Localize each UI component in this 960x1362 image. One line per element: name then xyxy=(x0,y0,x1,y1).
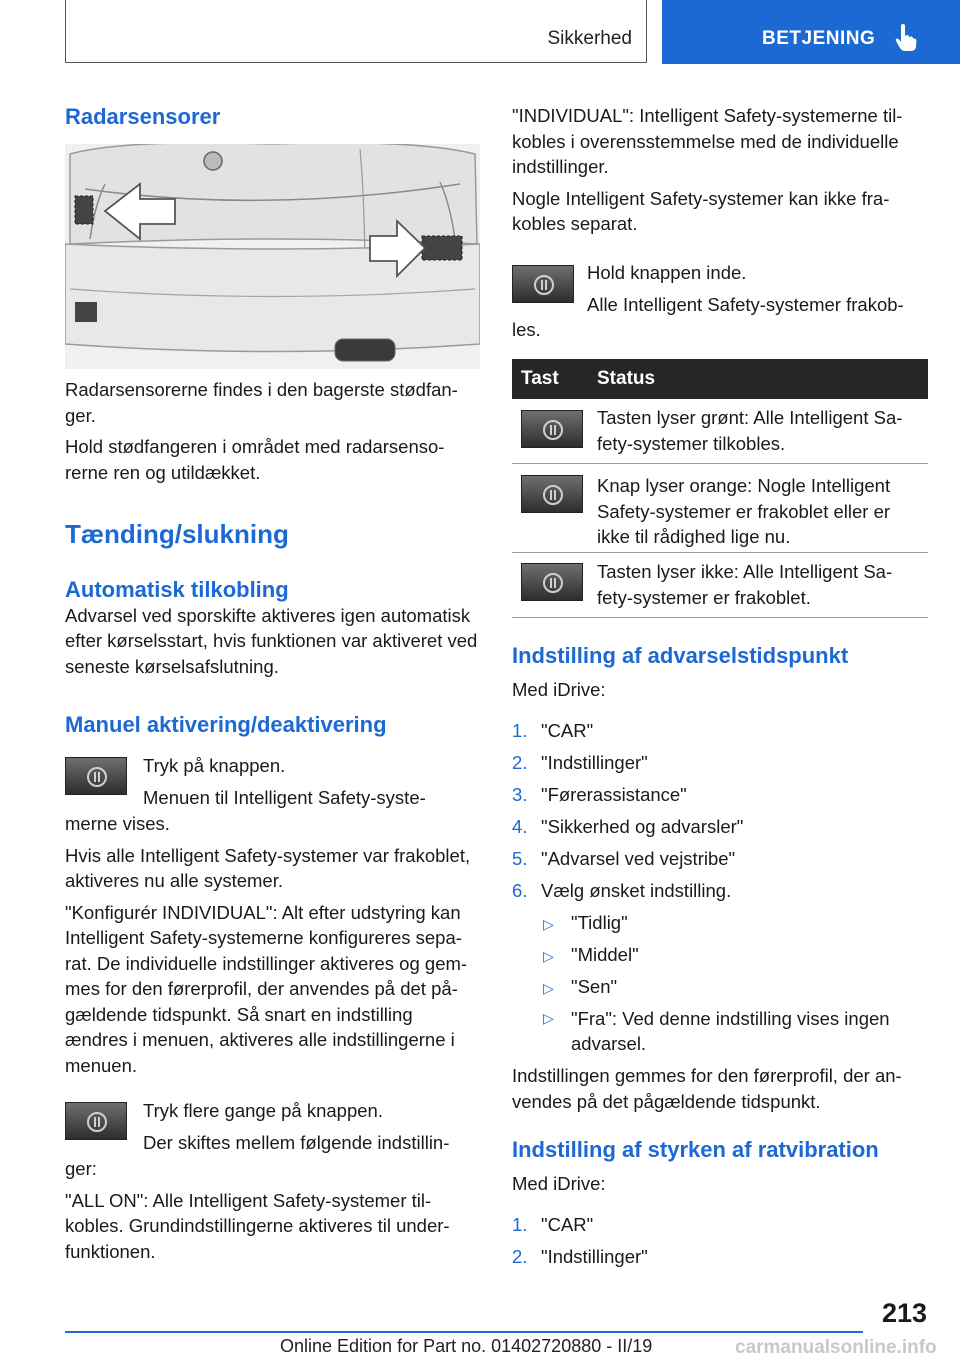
safety-button-icon xyxy=(543,420,563,440)
table-row-text: Tasten lyser grønt: Alle Intelligent Sa-fety-systemer tilkobles. xyxy=(597,407,903,454)
manual-text-2: "Konfigurér INDIVIDUAL": Alt efter udstyring kan Intelligent Safety-systemerne konfigureres sepa-rat. De individuelle indstillinger aktiveres og gem-mes for den førerprofil, der anvendes på det på-gældende tidspunkt. Så snart en indstilling ændres i menuen, aktiveres alle indstillingerne i menuen. xyxy=(65,901,468,1076)
warn-note: Indstillingen gemmes for den førerprofil, der an-vendes på det pågældende tidspunkt. xyxy=(512,1065,902,1112)
hold-button-text xyxy=(587,260,928,317)
watermark: carmanualsonline.info xyxy=(735,1337,937,1358)
list-item: 1. "CAR" xyxy=(512,720,594,741)
table-col-status: Status xyxy=(597,368,656,389)
header-tab-label: BETJENING xyxy=(762,28,876,49)
multi-btn-line-1: Tryk flere gange på knappen. xyxy=(143,1100,383,1121)
table-col-key: Tast xyxy=(521,368,559,389)
hold-line-3: les. xyxy=(512,319,541,340)
auto-heading: Automatisk tilkobling xyxy=(65,577,289,602)
triangle-bullet-icon: ▷ xyxy=(543,948,554,964)
hold-line-1: Hold knappen inde. xyxy=(587,262,747,283)
hold-line-2: Alle Intelligent Safety-systemer frakob- xyxy=(587,293,904,315)
hold-tail xyxy=(512,317,928,349)
safety-button-icon xyxy=(543,485,563,505)
triangle-bullet-icon: ▷ xyxy=(543,980,554,996)
footer-edition: Online Edition for Part no. 01402720880 - II/19 xyxy=(280,1336,653,1356)
status-table-header xyxy=(512,359,928,399)
list-item: 2. "Indstillinger" xyxy=(512,1246,648,1267)
warn-block xyxy=(512,643,928,708)
manual-btn-line-2: Menuen til Intelligent Safety-syste- xyxy=(143,786,426,808)
triangle-bullet-icon: ▷ xyxy=(543,916,554,932)
multi-btn-line-2: Der skiftes mellem følgende indstillin- xyxy=(143,1131,450,1153)
manual-btn-line-3: merne vises. xyxy=(65,813,170,834)
list-item: 4. "Sikkerhed og advarsler" xyxy=(512,816,744,837)
safety-button-image-3 xyxy=(512,265,574,303)
safety-button-icon xyxy=(87,1112,107,1132)
right-intro xyxy=(512,103,928,243)
main-heading-block xyxy=(65,519,480,549)
auto-block xyxy=(65,577,480,685)
table-row xyxy=(512,399,928,464)
vib-block xyxy=(512,1137,928,1202)
manual-text-1: Hvis alle Intelligent Safety-systemer var frakoblet, aktiveres nu alle systemer. xyxy=(65,844,471,891)
main-heading: Tænding/slukning xyxy=(65,519,289,549)
safety-button-image xyxy=(65,757,127,795)
radar-text-2: Hold stødfangeren i området med radarsenso-rerne ren og utildækket. xyxy=(65,436,445,483)
manual-heading-block xyxy=(65,712,480,738)
warn-heading: Indstilling af advarselstidspunkt xyxy=(512,643,849,668)
table-row xyxy=(512,553,928,618)
all-on-block xyxy=(65,1156,480,1270)
manual-heading: Manuel aktivering/deaktivering xyxy=(65,712,387,737)
vib-intro: Med iDrive: xyxy=(512,1172,606,1194)
manual-btn-line-1: Tryk på knappen. xyxy=(143,755,286,776)
separate-text: Nogle Intelligent Safety-systemer kan ikke fra-kobles separat. xyxy=(512,187,890,234)
list-item: 6. Vælg ønsket indstilling. xyxy=(512,880,732,901)
all-on-text: "ALL ON": Alle Intelligent Safety-systemer til-kobles. Grundindstillingerne aktiveres til under-funktionen. xyxy=(65,1189,450,1262)
manual-button-text xyxy=(143,753,483,810)
table-row-text: Knap lyser orange: Nogle Intelligent Safety-systemer er frakoblet eller er ikke til rådighed lige nu. xyxy=(597,475,891,547)
vib-heading: Indstilling af styrken af ratvibration xyxy=(512,1137,879,1162)
radar-text-1: Radarsensorerne findes i den bagerste stødfan-ger. xyxy=(65,379,458,426)
header-section: Sikkerhed xyxy=(547,28,632,49)
list-item: 3. "Førerassistance" xyxy=(512,784,687,805)
header-tab xyxy=(662,0,960,64)
option-item: ▷ "Tidlig" xyxy=(543,910,628,937)
option-item: ▷ "Fra": Ved denne indstilling vises ingen advarsel. xyxy=(543,1008,890,1054)
pointing-hand-icon xyxy=(895,24,917,52)
option-item: ▷ "Middel" xyxy=(543,942,639,969)
left-column xyxy=(65,377,480,491)
list-item: 5. "Advarsel ved vejstribe" xyxy=(512,848,736,869)
header-box xyxy=(65,0,647,63)
list-item: 2. "Indstillinger" xyxy=(512,752,648,773)
page-number: 213 xyxy=(881,1298,927,1328)
radar-heading-block xyxy=(65,104,480,130)
list-item: 1. "CAR" xyxy=(512,1214,594,1235)
triangle-bullet-icon: ▷ xyxy=(543,1010,554,1026)
manual-body xyxy=(65,811,480,1084)
safety-button-icon xyxy=(87,767,107,787)
warn-intro: Med iDrive: xyxy=(512,678,606,700)
safety-button-icon xyxy=(534,275,554,295)
warn-note-block xyxy=(512,1063,928,1120)
safety-button-image-2 xyxy=(65,1102,127,1140)
safety-button-icon xyxy=(543,573,563,593)
individual-text: "INDIVIDUAL": Intelligent Safety-systemerne til-kobles i overensstemmelse med de individuelle indstillinger. xyxy=(512,105,903,177)
table-row xyxy=(512,464,928,553)
table-button-off xyxy=(521,563,583,601)
table-button-orange xyxy=(521,475,583,513)
rear-bumper-radar-illustration xyxy=(65,144,480,369)
multi-btn-line-3: ger: xyxy=(65,1158,97,1179)
option-item: ▷ "Sen" xyxy=(543,974,617,1001)
table-row-text: Tasten lyser ikke: Alle Intelligent Sa-fety-systemer er frakoblet. xyxy=(597,561,893,608)
radar-heading: Radarsensorer xyxy=(65,104,221,129)
multi-button-text xyxy=(143,1098,483,1155)
table-button-green xyxy=(521,410,583,448)
footer-divider xyxy=(65,1331,863,1333)
auto-text: Advarsel ved sporskifte aktiveres igen automatisk efter kørselsstart, hvis funktionen var aktiveret ved seneste kørselsafslutning. xyxy=(65,604,478,677)
